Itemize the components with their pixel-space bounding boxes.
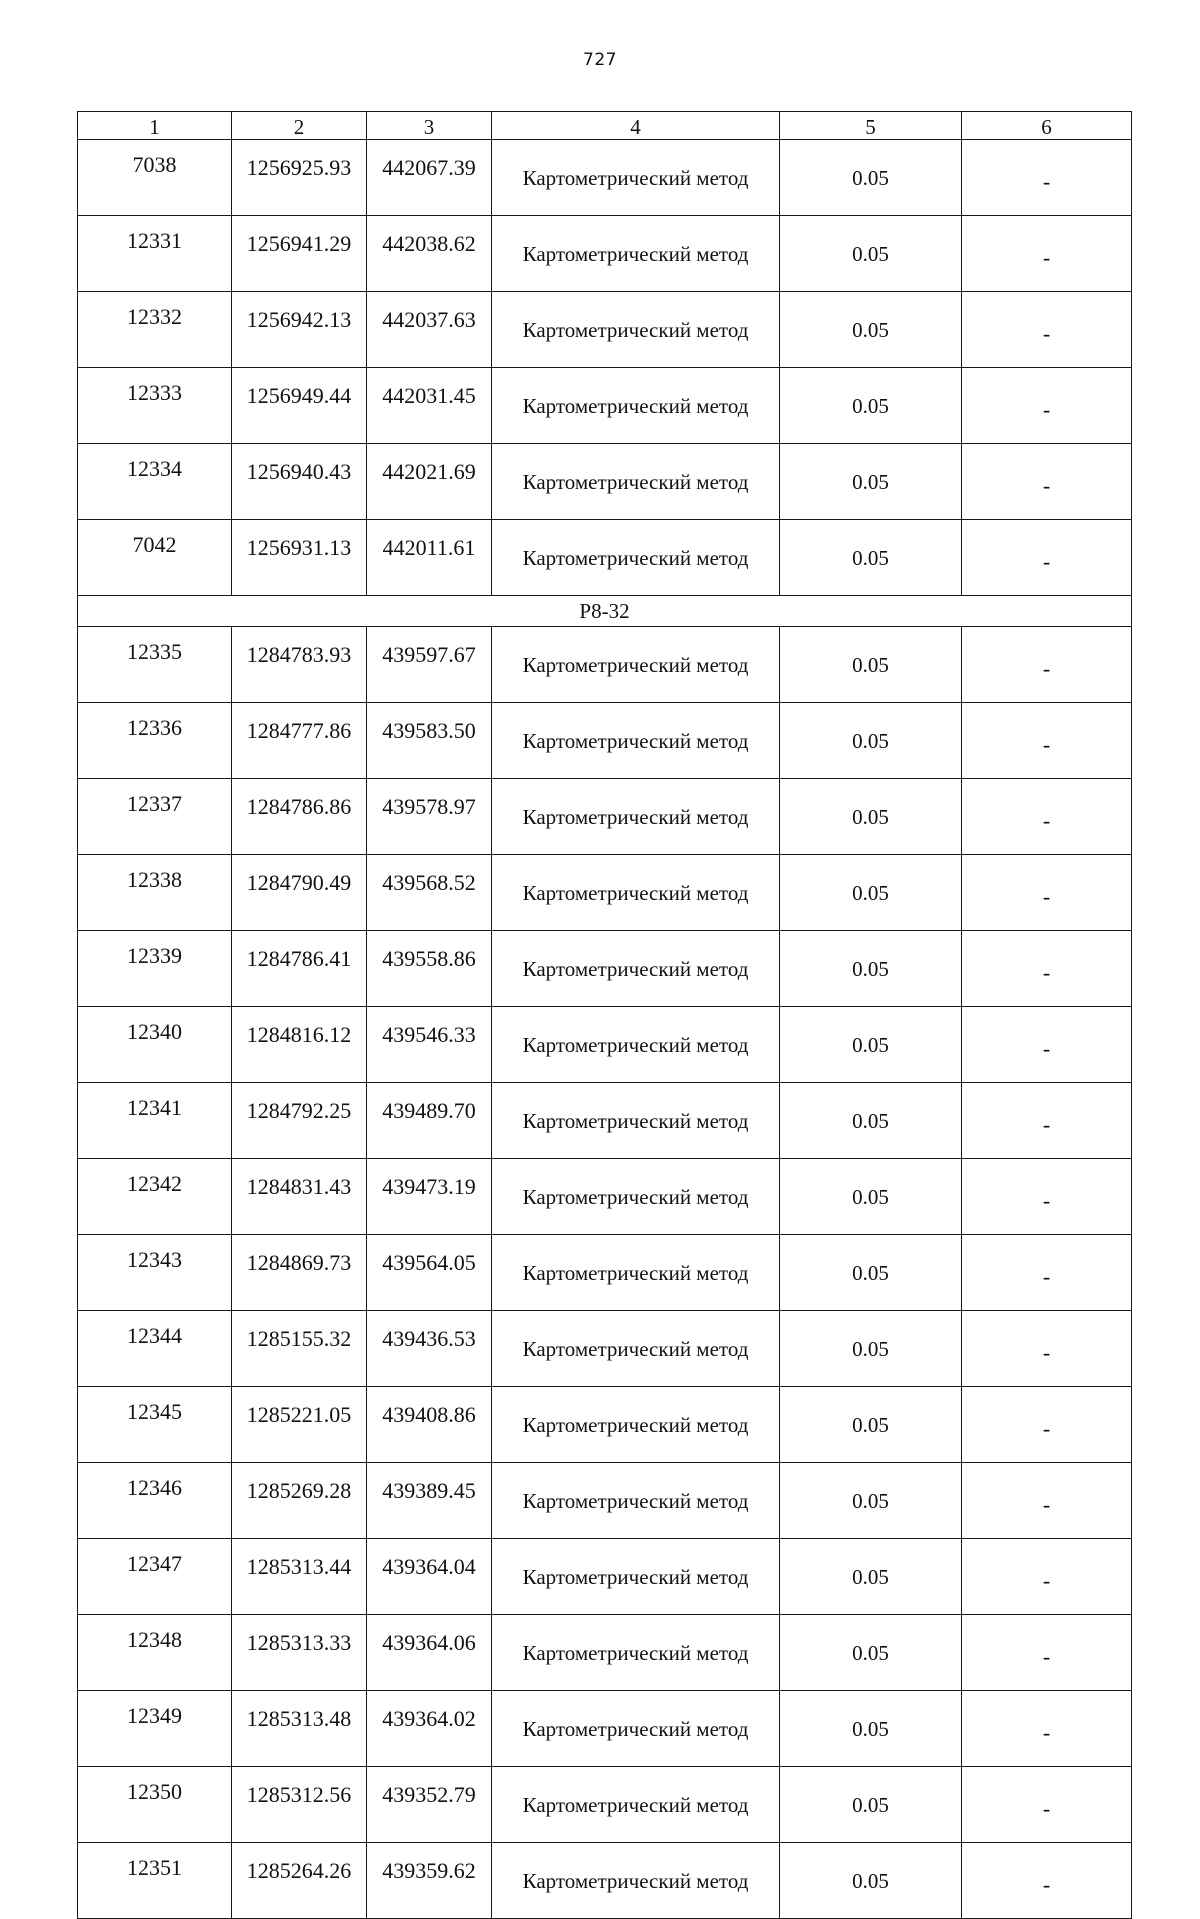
column-6-cell: - [962, 627, 1132, 703]
table-row [78, 1311, 1132, 1387]
x-coordinate-cell: 1285155.32 [232, 1311, 367, 1387]
accuracy-cell: 0.05 [780, 1387, 962, 1463]
method-cell: Картометрический метод [492, 520, 780, 596]
point-number-cell: 12350 [78, 1767, 232, 1843]
method-cell: Картометрический метод [492, 1843, 780, 1919]
x-coordinate-cell: 1256942.13 [232, 292, 367, 368]
accuracy-cell: 0.05 [780, 1007, 962, 1083]
point-number-cell: 12332 [78, 292, 232, 368]
column-6-cell: - [962, 703, 1132, 779]
column-header-3: 3 [367, 112, 492, 140]
column-header-1: 1 [78, 112, 232, 140]
y-coordinate-cell: 439359.62 [367, 1843, 492, 1919]
column-header-2: 2 [232, 112, 367, 140]
point-number-cell: 12345 [78, 1387, 232, 1463]
method-cell: Картометрический метод [492, 703, 780, 779]
coordinates-table [77, 111, 1132, 1919]
method-cell: Картометрический метод [492, 627, 780, 703]
table-row [78, 1159, 1132, 1235]
column-6-cell: - [962, 1007, 1132, 1083]
x-coordinate-cell: 1284777.86 [232, 703, 367, 779]
accuracy-cell: 0.05 [780, 1235, 962, 1311]
column-6-cell: - [962, 1767, 1132, 1843]
method-cell: Картометрический метод [492, 1463, 780, 1539]
accuracy-cell: 0.05 [780, 520, 962, 596]
table-row [78, 1615, 1132, 1691]
table-row [78, 368, 1132, 444]
point-number-cell: 12337 [78, 779, 232, 855]
y-coordinate-cell: 439408.86 [367, 1387, 492, 1463]
column-6-cell: - [962, 931, 1132, 1007]
column-6-cell: - [962, 520, 1132, 596]
accuracy-cell: 0.05 [780, 1843, 962, 1919]
y-coordinate-cell: 439364.02 [367, 1691, 492, 1767]
table-row [78, 216, 1132, 292]
column-6-cell: - [962, 292, 1132, 368]
column-6-cell: - [962, 216, 1132, 292]
point-number-cell: 12349 [78, 1691, 232, 1767]
method-cell: Картометрический метод [492, 1311, 780, 1387]
table-body [78, 112, 1132, 1919]
accuracy-cell: 0.05 [780, 292, 962, 368]
point-number-cell: 12331 [78, 216, 232, 292]
point-number-cell: 12339 [78, 931, 232, 1007]
y-coordinate-cell: 442037.63 [367, 292, 492, 368]
x-coordinate-cell: 1284831.43 [232, 1159, 367, 1235]
table-row [78, 1463, 1132, 1539]
column-6-cell: - [962, 1615, 1132, 1691]
accuracy-cell: 0.05 [780, 931, 962, 1007]
x-coordinate-cell: 1256941.29 [232, 216, 367, 292]
table-row [78, 627, 1132, 703]
column-6-cell: - [962, 368, 1132, 444]
point-number-cell: 12348 [78, 1615, 232, 1691]
accuracy-cell: 0.05 [780, 1083, 962, 1159]
column-6-cell: - [962, 1539, 1132, 1615]
x-coordinate-cell: 1256940.43 [232, 444, 367, 520]
table-row [78, 1767, 1132, 1843]
table-row [78, 855, 1132, 931]
x-coordinate-cell: 1285313.48 [232, 1691, 367, 1767]
column-6-cell: - [962, 1311, 1132, 1387]
method-cell: Картометрический метод [492, 1539, 780, 1615]
column-6-cell: - [962, 1235, 1132, 1311]
point-number-cell: 12340 [78, 1007, 232, 1083]
y-coordinate-cell: 439489.70 [367, 1083, 492, 1159]
column-6-cell: - [962, 1159, 1132, 1235]
y-coordinate-cell: 442021.69 [367, 444, 492, 520]
point-number-cell: 12344 [78, 1311, 232, 1387]
table-row [78, 1235, 1132, 1311]
table-row [78, 292, 1132, 368]
x-coordinate-cell: 1284792.25 [232, 1083, 367, 1159]
column-6-cell: - [962, 444, 1132, 520]
x-coordinate-cell: 1285313.44 [232, 1539, 367, 1615]
table-row [78, 1007, 1132, 1083]
accuracy-cell: 0.05 [780, 1311, 962, 1387]
column-header-4: 4 [492, 112, 780, 140]
column-6-cell: - [962, 1843, 1132, 1919]
point-number-cell: 12333 [78, 368, 232, 444]
y-coordinate-cell: 439364.06 [367, 1615, 492, 1691]
y-coordinate-cell: 439583.50 [367, 703, 492, 779]
y-coordinate-cell: 439568.52 [367, 855, 492, 931]
x-coordinate-cell: 1284786.41 [232, 931, 367, 1007]
accuracy-cell: 0.05 [780, 627, 962, 703]
accuracy-cell: 0.05 [780, 855, 962, 931]
y-coordinate-cell: 442067.39 [367, 140, 492, 216]
point-number-cell: 7038 [78, 140, 232, 216]
x-coordinate-cell: 1284816.12 [232, 1007, 367, 1083]
section-label: Р8-32 [78, 596, 1132, 627]
column-header-5: 5 [780, 112, 962, 140]
accuracy-cell: 0.05 [780, 1767, 962, 1843]
y-coordinate-cell: 439546.33 [367, 1007, 492, 1083]
method-cell: Картометрический метод [492, 140, 780, 216]
y-coordinate-cell: 439436.53 [367, 1311, 492, 1387]
table-row [78, 1387, 1132, 1463]
point-number-cell: 12338 [78, 855, 232, 931]
table-row [78, 1539, 1132, 1615]
y-coordinate-cell: 439564.05 [367, 1235, 492, 1311]
point-number-cell: 12342 [78, 1159, 232, 1235]
header-row [78, 112, 1132, 140]
y-coordinate-cell: 439389.45 [367, 1463, 492, 1539]
accuracy-cell: 0.05 [780, 140, 962, 216]
column-6-cell: - [962, 1083, 1132, 1159]
y-coordinate-cell: 442011.61 [367, 520, 492, 596]
accuracy-cell: 0.05 [780, 1615, 962, 1691]
x-coordinate-cell: 1285313.33 [232, 1615, 367, 1691]
point-number-cell: 12336 [78, 703, 232, 779]
x-coordinate-cell: 1284869.73 [232, 1235, 367, 1311]
x-coordinate-cell: 1256949.44 [232, 368, 367, 444]
point-number-cell: 12351 [78, 1843, 232, 1919]
column-6-cell: - [962, 1387, 1132, 1463]
point-number-cell: 12346 [78, 1463, 232, 1539]
method-cell: Картометрический метод [492, 216, 780, 292]
column-6-cell: - [962, 140, 1132, 216]
method-cell: Картометрический метод [492, 1083, 780, 1159]
method-cell: Картометрический метод [492, 292, 780, 368]
accuracy-cell: 0.05 [780, 1159, 962, 1235]
table-row [78, 1691, 1132, 1767]
method-cell: Картометрический метод [492, 1235, 780, 1311]
table-row [78, 140, 1132, 216]
x-coordinate-cell: 1285269.28 [232, 1463, 367, 1539]
accuracy-cell: 0.05 [780, 703, 962, 779]
point-number-cell: 12334 [78, 444, 232, 520]
x-coordinate-cell: 1285312.56 [232, 1767, 367, 1843]
section-row [78, 596, 1132, 627]
accuracy-cell: 0.05 [780, 1691, 962, 1767]
column-6-cell: - [962, 1463, 1132, 1539]
table-row [78, 779, 1132, 855]
accuracy-cell: 0.05 [780, 779, 962, 855]
y-coordinate-cell: 442038.62 [367, 216, 492, 292]
column-header-6: 6 [962, 112, 1132, 140]
x-coordinate-cell: 1284790.49 [232, 855, 367, 931]
table-row [78, 520, 1132, 596]
column-6-cell: - [962, 1691, 1132, 1767]
method-cell: Картометрический метод [492, 1691, 780, 1767]
x-coordinate-cell: 1284786.86 [232, 779, 367, 855]
method-cell: Картометрический метод [492, 368, 780, 444]
accuracy-cell: 0.05 [780, 368, 962, 444]
point-number-cell: 12347 [78, 1539, 232, 1615]
x-coordinate-cell: 1285221.05 [232, 1387, 367, 1463]
table-row [78, 1843, 1132, 1919]
column-6-cell: - [962, 779, 1132, 855]
method-cell: Картометрический метод [492, 1007, 780, 1083]
x-coordinate-cell: 1284783.93 [232, 627, 367, 703]
method-cell: Картометрический метод [492, 779, 780, 855]
method-cell: Картометрический метод [492, 1767, 780, 1843]
y-coordinate-cell: 439578.97 [367, 779, 492, 855]
accuracy-cell: 0.05 [780, 444, 962, 520]
point-number-cell: 12341 [78, 1083, 232, 1159]
x-coordinate-cell: 1285264.26 [232, 1843, 367, 1919]
table-row [78, 931, 1132, 1007]
point-number-cell: 12335 [78, 627, 232, 703]
method-cell: Картометрический метод [492, 855, 780, 931]
method-cell: Картометрический метод [492, 1387, 780, 1463]
y-coordinate-cell: 439597.67 [367, 627, 492, 703]
y-coordinate-cell: 439364.04 [367, 1539, 492, 1615]
method-cell: Картометрический метод [492, 931, 780, 1007]
point-number-cell: 7042 [78, 520, 232, 596]
page-number: 727 [583, 50, 617, 70]
accuracy-cell: 0.05 [780, 216, 962, 292]
y-coordinate-cell: 439352.79 [367, 1767, 492, 1843]
table-row [78, 444, 1132, 520]
accuracy-cell: 0.05 [780, 1463, 962, 1539]
point-number-cell: 12343 [78, 1235, 232, 1311]
y-coordinate-cell: 439558.86 [367, 931, 492, 1007]
column-6-cell: - [962, 855, 1132, 931]
accuracy-cell: 0.05 [780, 1539, 962, 1615]
x-coordinate-cell: 1256925.93 [232, 140, 367, 216]
method-cell: Картометрический метод [492, 1159, 780, 1235]
y-coordinate-cell: 442031.45 [367, 368, 492, 444]
method-cell: Картометрический метод [492, 1615, 780, 1691]
method-cell: Картометрический метод [492, 444, 780, 520]
table-row [78, 1083, 1132, 1159]
table-row [78, 703, 1132, 779]
y-coordinate-cell: 439473.19 [367, 1159, 492, 1235]
x-coordinate-cell: 1256931.13 [232, 520, 367, 596]
